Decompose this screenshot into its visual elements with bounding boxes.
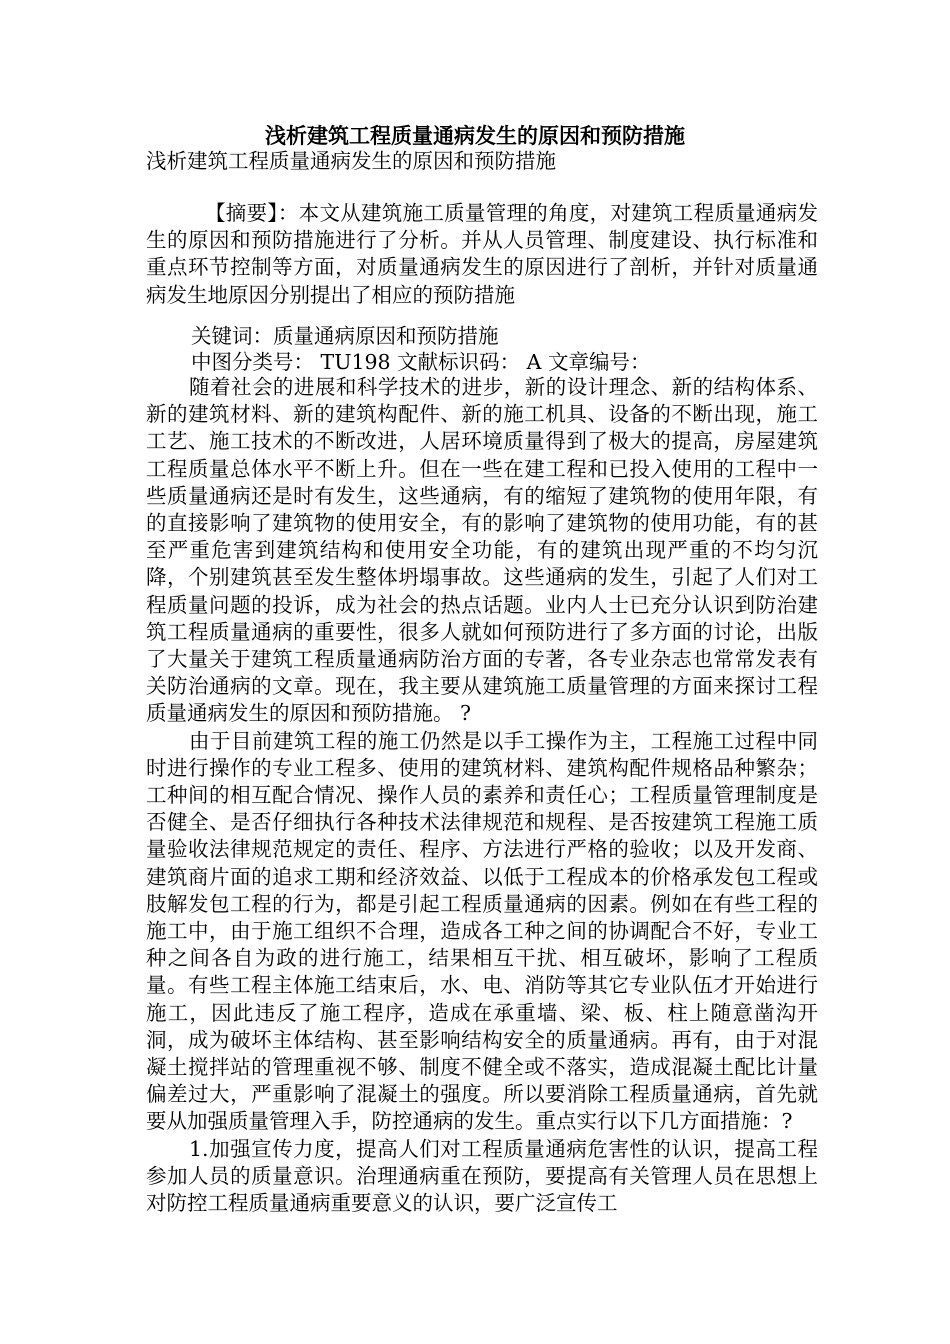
abstract-section (146, 200, 818, 309)
document-subtitle (146, 148, 818, 175)
body-paragraph: 由于目前建筑工程的施工仍然是以手工操作为主，工程施工过程中同时进行操作的专业工程多、使用的建筑材料、建筑构配件规格品种繁杂；工种间的相互配合情况、操作人员的素养和责任心；工程质量管理制度是否健全、是否仔细执行各种技术法律规范和规程、是否按建筑工程施工质量验收法律规范规定的责任、程序、方法进行严格的验收；以及开发商、建筑商片面的追求工期和经济效益、以低于工程成本的价格承发包工程或肢解发包工程的行为，都是引起工程质量通病的因素。例如在有些工程的施工中，由于施工组织不合理，造成各工种之间的协调配合不好，专业工种之间各自为政的进行施工，结果相互干扰、相互破坏，影响了工程质量。有些工程主体施工结束后，水、电、消防等其它专业队伍才开始进行施工，因此违反了施工程序，造成在承重墙、梁、板、柱上随意凿沟开洞，成为破坏主体结构、甚至影响结构安全的质量通病。再有，由于对混凝土搅拌站的管理重视不够、制度不健全或不落实，造成混凝土配比计量偏差过大，严重影响了混凝土的强度。所以要消除工程质量通病，首先就要从加强质量管理入手，防控通病的发生。重点实行以下几方面措施：? (146, 728, 818, 1134)
metadata-section (146, 323, 863, 375)
body-paragraph: 随着社会的进展和科学技术的进步，新的设计理念、新的结构体系、新的建筑材料、新的建筑构配件、新的施工机具、设备的不断出现，施工工艺、施工技术的不断改进，人居环境质量得到了极大的提高，房屋建筑工程质量总体水平不断上升。但在一些在建工程和已投入使用的工程中一些质量通病还是时有发生，这些通病，有的缩短了建筑物的使用年限，有的直接影响了建筑物的使用安全，有的影响了建筑物的使用功能，有的甚至严重危害到建筑结构和使用安全功能，有的建筑出现严重的不均匀沉降，个别建筑甚至发生整体坍塌事故。这些通病的发生，引起了人们对工程质量问题的投诉，成为社会的热点话题。业内人士已充分认识到防治建筑工程质量通病的重要性，很多人就如何预防进行了多方面的讨论，出版了大量关于建筑工程质量通病防治方面的专著，各专业杂志也常常发表有关防治通病的文章。现在，我主要从建筑施工质量管理的方面来探讨工程质量通病发生的原因和预防措施。 ? (146, 375, 818, 726)
body-paragraph: 1.加强宣传力度，提高人们对工程质量通病危害性的认识，提高工程参加人员的质量意识。治理通病重在预防，要提高有关管理人员在思想上对防控工程质量通病重要意义的认识，要广泛宣传工 (146, 1136, 818, 1216)
classification-line: 中图分类号： TU198 文献标识码： A 文章编号： (191, 350, 651, 374)
subtitle-text: 浅析建筑工程质量通病发生的原因和预防措施 (146, 149, 556, 173)
document-title: 浅析建筑工程质量通病发生的原因和预防措施 (265, 124, 685, 148)
keywords-line: 关键词：质量通病原因和预防措施 (191, 324, 499, 348)
body-section (146, 374, 818, 1217)
abstract-text: 【摘要】：本文从建筑施工质量管理的角度，对建筑工程质量通病发生的原因和预防措施进行了分析。并从人员管理、制度建设、执行标准和重点环节控制等方面，对质量通病发生的原因进行了剖析，并针对质量通病发生地原因分别提出了相应的预防措施 (146, 201, 818, 307)
